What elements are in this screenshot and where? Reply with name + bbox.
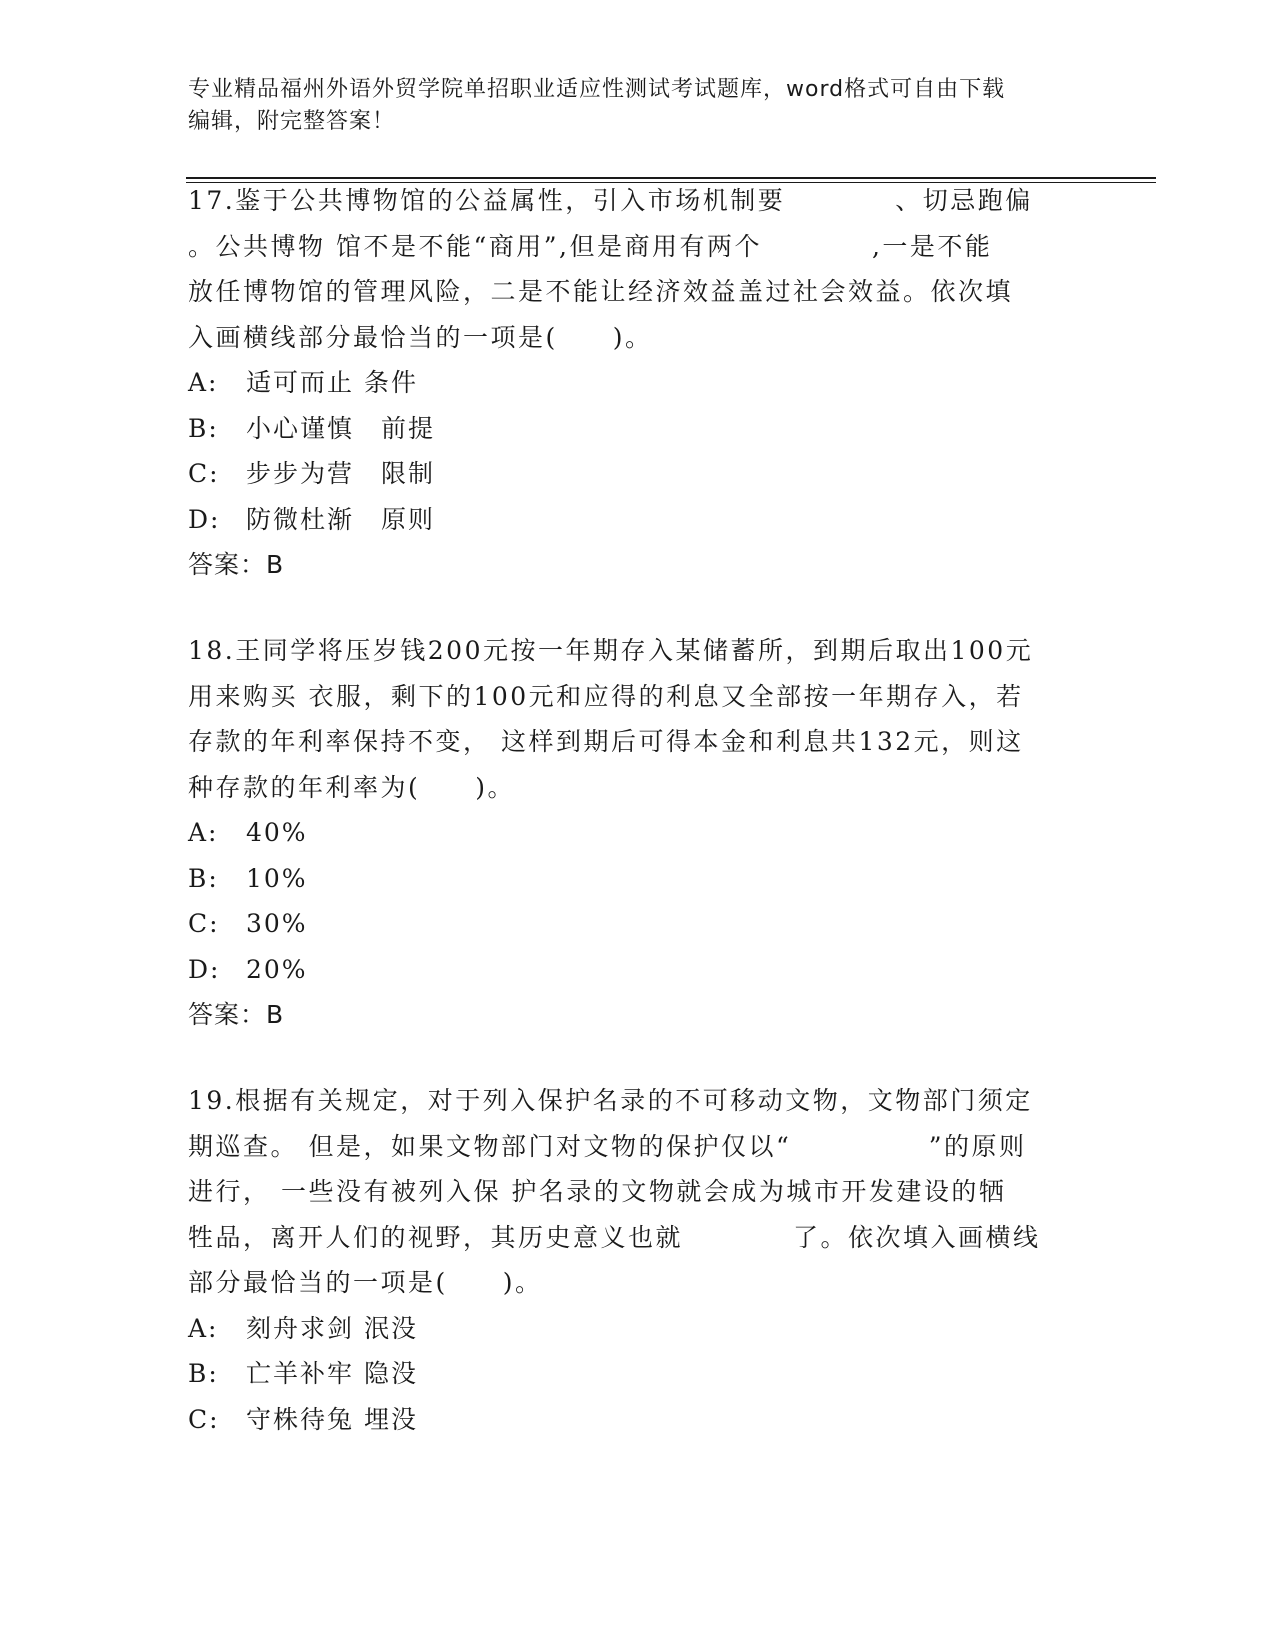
option-letter: D: [188,504,221,534]
option-text: 步步为营 限制 [246,459,436,488]
option-b [188,856,1088,902]
question-18 [188,628,1088,1038]
option-letter: A: [188,368,219,397]
option-letter: A: [188,818,219,847]
option-b [188,406,1088,452]
option-c [188,451,1088,497]
option-a [188,1306,1088,1352]
question-19 [188,1078,1088,1442]
option-letter: C: [188,1404,220,1434]
option-text: 20% [246,954,308,984]
option-b [188,1351,1088,1397]
option-text: 防微杜渐 原则 [246,504,436,534]
question-text: 17.鉴于公共博物馆的公益属性，引入市场机制要 、切忌跑偏 。公共博物 馆不是不能“商用”,但是商用有两个 ,一是不能 放任博物馆的管理风险，二是不能让经济效益盖过社会效益。依次填 入画横线部分最恰当的一项是( )。 [188,186,1033,352]
option-c [188,1397,1088,1443]
option-a [188,810,1088,856]
question-text: 18.王同学将压岁钱200元按一年期存入某储蓄所，到期后取出100元 用来购买 衣服，剩下的100元和应得的利息又全部按一年期存入，若 存款的年利率保持不变， 这样到期后可得本金和利息共132元，则这 种存款的年利率为( )。 [188,636,1034,802]
option-list [188,1306,1088,1443]
option-letter: B: [188,1359,219,1388]
option-text: 刻舟求剑 泯没 [246,1313,418,1343]
option-text: 亡羊补牢 隐没 [246,1359,418,1388]
option-list [188,810,1088,992]
option-text: 30% [246,909,308,938]
option-text: 守株待兔 埋没 [246,1404,418,1434]
answer-text: 答案：B [188,550,285,579]
option-letter: B: [188,863,219,893]
question-17 [188,178,1088,588]
option-text: 小心谨慎 前提 [246,413,436,443]
option-text: 10% [246,863,308,893]
option-a [188,360,1088,406]
option-list [188,360,1088,542]
option-c [188,901,1088,947]
document-header: 专业精品福州外语外贸学院单招职业适应性测试考试题库，word格式可自由下载 编辑，附完整答案！ [188,77,1006,134]
option-d [188,947,1088,993]
answer-text: 答案：B [188,1000,285,1029]
option-text: 40% [246,818,308,847]
option-letter: D: [188,954,221,984]
option-text: 适可而止 条件 [246,368,418,397]
question-text: 19.根据有关规定，对于列入保护名录的不可移动文物，文物部门须定 期巡查。 但是，如果文物部门对文物的保护仅以“ ”的原则 进行， 一些没有被列入保 护名录的文物就会成为城市开发建设的牺 牲品，离开人们的视野，其历史意义也就 了。依次填入画横线 部分最恰当的一项是( )。 [188,1086,1041,1297]
option-letter: B: [188,413,219,443]
option-d [188,497,1088,543]
option-letter: C: [188,909,220,938]
option-letter: C: [188,459,220,488]
option-letter: A: [188,1313,219,1343]
